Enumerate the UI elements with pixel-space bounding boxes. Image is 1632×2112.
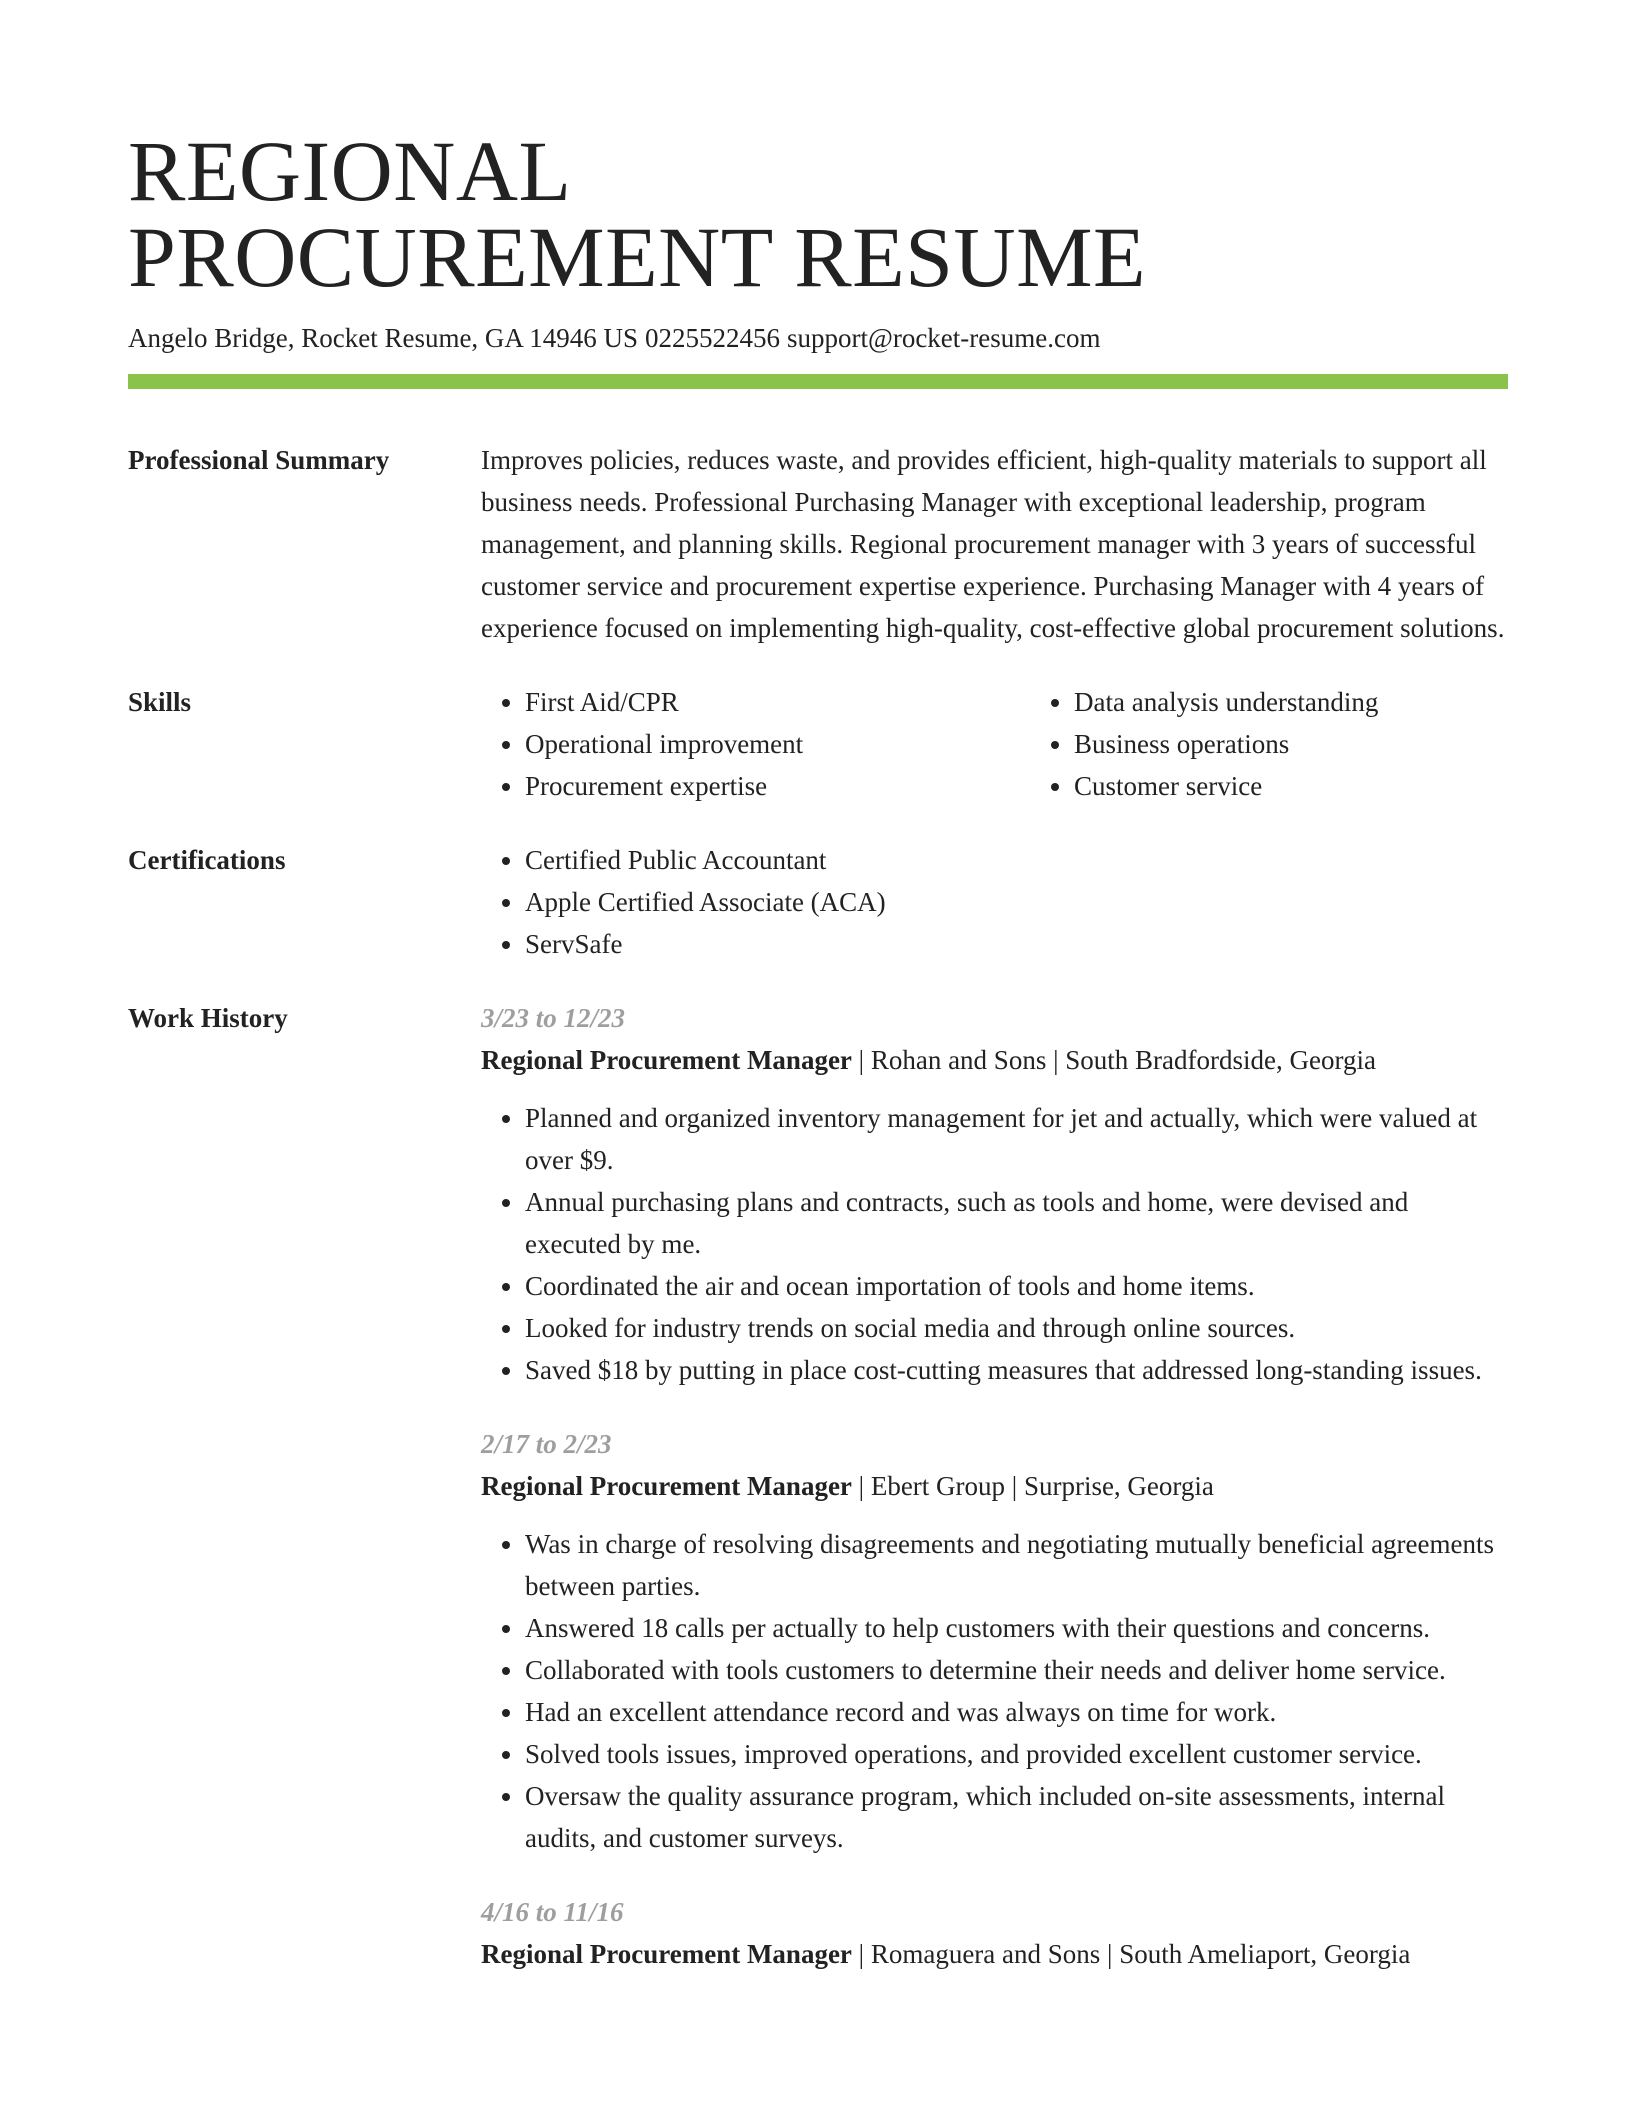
title-line-2: PROCUREMENT RESUME: [128, 209, 1147, 305]
contact-email: support@rocket-resume.com: [786, 323, 1101, 353]
job-entry: [481, 1423, 1508, 1859]
job-bullet: • Had an excellent attendance record and was always on time for work.: [525, 1691, 1508, 1733]
resume-title: [128, 123, 1508, 305]
job-heading: [481, 1039, 1508, 1081]
contact-phone: 0225522456: [644, 323, 780, 353]
contact-address: Angelo Bridge, Rocket Resume, GA 14946 US: [128, 323, 638, 353]
section-certifications: [128, 839, 1508, 965]
section-label: Professional Summary: [128, 445, 390, 475]
contact-info: [128, 322, 1508, 354]
job-title: Regional Procurement Manager: [481, 1045, 852, 1075]
job-title: Regional Procurement Manager: [481, 1939, 852, 1969]
summary-text: Improves policies, reduces waste, and provides efficient, high-quality materials to support all business needs. Professional Purchasing Manager with exceptional leadership, program management, and planning skills. Regional procurement manager with 3 years of successful customer service and procurement expertise experience. Purchasing Manager with 4 years of experience focused on implementing high-quality, cost-effective global procurement solutions.: [481, 445, 1505, 643]
job-bullet: • Answered 18 calls per actually to help customers with their questions and concerns.: [525, 1607, 1508, 1649]
job-heading: [481, 1933, 1508, 1975]
certifications-list: [481, 839, 1508, 965]
job-bullet: • Oversaw the quality assurance program, which included on-site assessments, internal audits, and customer surveys.: [525, 1775, 1508, 1859]
job-details: | Ebert Group | Surprise, Georgia: [851, 1471, 1214, 1501]
job-bullet: • Solved tools issues, improved operations, and provided excellent customer service.: [525, 1733, 1508, 1775]
work-history-body: [481, 997, 1508, 1975]
skills-columns: [481, 681, 1579, 807]
skill-item: • Business operations: [1074, 723, 1579, 765]
job-bullet: • Collaborated with tools customers to determine their needs and deliver home service.: [525, 1649, 1508, 1691]
section-skills: [128, 681, 1508, 807]
job-bullet: • Saved $18 by putting in place cost-cutting measures that addressed long-standing issues.: [525, 1349, 1508, 1391]
skills-column-2: [1030, 681, 1579, 807]
job-bullet: • Coordinated the air and ocean importation of tools and home items.: [525, 1265, 1508, 1307]
job-title: Regional Procurement Manager: [481, 1471, 852, 1501]
resume-page: [128, 123, 1508, 1975]
skill-item: • Data analysis understanding: [1074, 681, 1579, 723]
job-details: | Rohan and Sons | South Bradfordside, Georgia: [851, 1045, 1376, 1075]
section-label: Skills: [128, 687, 192, 717]
job-entry: [481, 1891, 1508, 1975]
job-dates: 3/23 to 12/23: [481, 1003, 626, 1033]
job-dates: 2/17 to 2/23: [481, 1429, 612, 1459]
skills-column-1: [481, 681, 1030, 807]
job-bullet: • Planned and organized inventory management for jet and actually, which were valued at over $9.: [525, 1097, 1508, 1181]
skill-item: • Procurement expertise: [525, 765, 1030, 807]
skill-item: • Customer service: [1074, 765, 1579, 807]
section-work-history: [128, 997, 1508, 1975]
accent-divider: [128, 374, 1508, 389]
job-bullets: [481, 1097, 1508, 1391]
certifications-body: [481, 839, 1508, 965]
job-entry: [481, 997, 1508, 1391]
title-line-1: REGIONAL: [128, 123, 572, 219]
job-dates: 4/16 to 11/16: [481, 1897, 624, 1927]
skill-item: • Operational improvement: [525, 723, 1030, 765]
job-heading: [481, 1465, 1508, 1507]
job-bullets: [481, 1523, 1508, 1859]
certification-item: • Apple Certified Associate (ACA): [525, 881, 1508, 923]
job-bullet: • Was in charge of resolving disagreements and negotiating mutually beneficial agreements between parties.: [525, 1523, 1508, 1607]
section-label: Certifications: [128, 845, 286, 875]
certification-item: • ServSafe: [525, 923, 1508, 965]
job-bullet: • Looked for industry trends on social media and through online sources.: [525, 1307, 1508, 1349]
job-details: | Romaguera and Sons | South Ameliaport, Georgia: [851, 1939, 1411, 1969]
section-professional-summary: [128, 439, 1508, 649]
skill-item: • First Aid/CPR: [525, 681, 1030, 723]
section-label: Work History: [128, 1003, 288, 1033]
certification-item: • Certified Public Accountant: [525, 839, 1508, 881]
job-bullet: • Annual purchasing plans and contracts, such as tools and home, were devised and executed by me.: [525, 1181, 1508, 1265]
